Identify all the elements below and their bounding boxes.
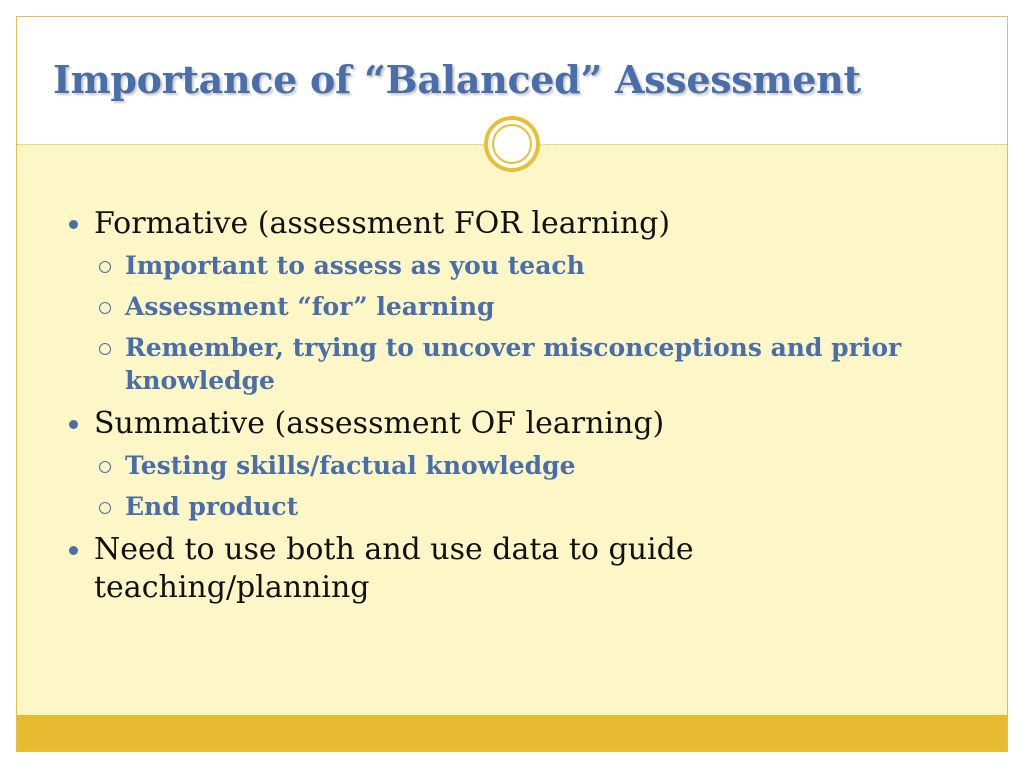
bullet-dot-icon <box>69 546 78 555</box>
bullet-ring-icon <box>99 502 111 514</box>
sub-bullet-item <box>67 331 977 397</box>
bullet-text: Summative (assessment OF learning) <box>94 406 665 441</box>
sub-bullet-text: Remember, trying to uncover misconceptions and prior knowledge <box>125 333 902 395</box>
bullet-dot-icon <box>69 220 78 229</box>
bullet-item <box>67 405 977 443</box>
bullet-ring-icon <box>99 343 111 355</box>
bullet-ring-icon <box>99 461 111 473</box>
bullet-text: Need to use both and use data to guide teaching/planning <box>94 532 694 605</box>
sub-bullet-item <box>67 490 977 523</box>
sub-bullet-text: Important to assess as you teach <box>125 251 585 280</box>
sub-bullet-text: Testing skills/factual knowledge <box>125 451 576 480</box>
bullet-item <box>67 531 977 607</box>
sub-bullet-item <box>67 290 977 323</box>
sub-bullet-text: End product <box>125 492 299 521</box>
bullet-dot-icon <box>69 420 78 429</box>
bullet-item <box>67 205 977 243</box>
footer-band <box>17 715 1007 751</box>
sub-bullet-text: Assessment “for” learning <box>125 292 495 321</box>
sub-bullet-item <box>67 449 977 482</box>
bullet-text: Formative (assessment FOR learning) <box>94 206 671 241</box>
bullet-ring-icon <box>99 302 111 314</box>
circle-ornament-icon <box>484 116 540 172</box>
sub-bullet-item <box>67 249 977 282</box>
bullet-ring-icon <box>99 261 111 273</box>
bullet-list <box>67 205 977 613</box>
slide <box>16 16 1008 752</box>
slide-title: Importance of “Balanced” Assessment <box>53 57 861 102</box>
